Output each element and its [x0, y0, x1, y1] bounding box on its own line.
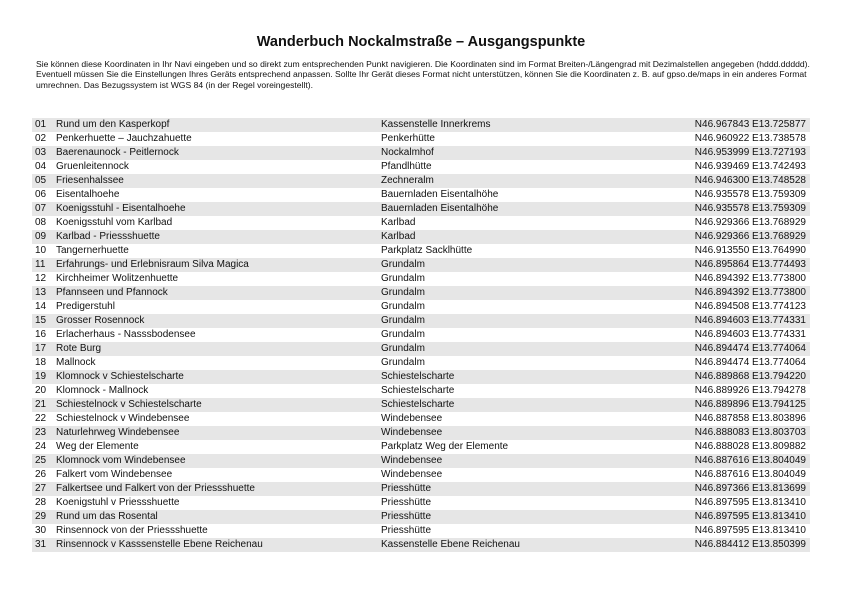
gps-coordinates: N46.894603 E13.774331 — [694, 329, 806, 340]
row-number: 07 — [35, 203, 47, 214]
table-row — [32, 538, 810, 552]
starting-point: Grundalm — [381, 259, 425, 270]
route-name: Weg der Elemente — [56, 441, 139, 452]
table-row — [32, 258, 810, 272]
gps-coordinates: N46.967843 E13.725877 — [694, 119, 806, 130]
gps-coordinates: N46.888028 E13.809882 — [694, 441, 806, 452]
route-name: Pfannseen und Pfannock — [56, 287, 168, 298]
gps-coordinates: N46.894392 E13.773800 — [694, 287, 806, 298]
route-name: Baerenaunock - Peitlernock — [56, 147, 179, 158]
starting-point: Parkplatz Weg der Elemente — [381, 441, 509, 452]
starting-point: Karlbad — [381, 231, 416, 242]
route-name: Erfahrungs- und Erlebnisraum Silva Magica — [56, 259, 249, 270]
table-row — [32, 356, 810, 370]
gps-coordinates: N46.894603 E13.774331 — [694, 315, 806, 326]
gps-coordinates: N46.888083 E13.803703 — [694, 427, 806, 438]
gps-coordinates: N46.895864 E13.774493 — [694, 259, 806, 270]
row-number: 24 — [35, 441, 47, 452]
starting-point: Priesshütte — [381, 483, 432, 494]
gps-coordinates: N46.897366 E13.813699 — [694, 483, 806, 494]
starting-point: Grundalm — [381, 315, 425, 326]
route-name: Eisentalhoehe — [56, 189, 120, 200]
starting-point: Karlbad — [381, 217, 416, 228]
gps-coordinates: N46.894474 E13.774064 — [694, 357, 806, 368]
row-number: 20 — [35, 385, 47, 396]
row-number: 05 — [35, 175, 47, 186]
route-name: Tangernerhuette — [56, 245, 129, 256]
gps-coordinates: N46.889896 E13.794125 — [694, 399, 806, 410]
route-name: Rote Burg — [56, 343, 102, 354]
row-number: 28 — [35, 497, 47, 508]
row-number: 12 — [35, 273, 47, 284]
table-row — [32, 202, 810, 216]
route-name: Karlbad - Priessshuette — [56, 231, 160, 242]
starting-point: Nockalmhof — [381, 147, 434, 158]
table-row — [32, 426, 810, 440]
document-title: Wanderbuch Nockalmstraße – Ausgangspunkte — [256, 34, 586, 50]
row-number: 16 — [35, 329, 47, 340]
row-number: 29 — [35, 511, 47, 522]
gps-coordinates: N46.884412 E13.850399 — [694, 539, 806, 550]
starting-point: Grundalm — [381, 287, 425, 298]
route-name: Erlacherhaus - Nasssbodensee — [56, 329, 196, 340]
starting-point: Grundalm — [381, 273, 425, 284]
row-number: 14 — [35, 301, 47, 312]
row-number: 30 — [35, 525, 47, 536]
gps-coordinates: N46.889926 E13.794278 — [694, 385, 806, 396]
gps-coordinates: N46.946300 E13.748528 — [694, 175, 806, 186]
table-row — [32, 146, 810, 160]
starting-point: Windebensee — [381, 469, 443, 480]
row-number: 31 — [35, 539, 47, 550]
starting-point: Pfandlhütte — [381, 161, 432, 172]
starting-point: Grundalm — [381, 301, 425, 312]
gps-coordinates: N46.939469 E13.742493 — [694, 161, 806, 172]
route-name: Grosser Rosennock — [56, 315, 145, 326]
table-row — [32, 384, 810, 398]
route-name: Falkert vom Windebensee — [56, 469, 173, 480]
route-name: Rund um das Rosental — [56, 511, 158, 522]
table-row — [32, 496, 810, 510]
table-row — [32, 174, 810, 188]
row-number: 21 — [35, 399, 47, 410]
route-name: Klomnock vom Windebensee — [56, 455, 186, 466]
intro-text — [36, 59, 811, 90]
row-number: 06 — [35, 189, 47, 200]
starting-point: Penkerhütte — [381, 133, 435, 144]
route-name: Schiestelnock v Schiestelscharte — [56, 399, 202, 410]
table-row — [32, 118, 810, 132]
table-row — [32, 398, 810, 412]
starting-point: Parkplatz Sacklhütte — [381, 245, 473, 256]
route-name: Friesenhalssee — [56, 175, 124, 186]
table-row — [32, 440, 810, 454]
gps-coordinates: N46.897595 E13.813410 — [694, 525, 806, 536]
intro-paragraph: Sie können diese Koordinaten in Ihr Navi eingeben und so direkt zum entsprechenden Punkt navigieren. Die Koordinaten sind im Format Breiten-/Längengrad mit Dezimalstellen angegeben (hddd.ddddd). — [36, 59, 810, 69]
table-row — [32, 524, 810, 538]
starting-point: Grundalm — [381, 343, 425, 354]
route-name: Naturlehrweg Windebensee — [56, 427, 180, 438]
table-row — [32, 160, 810, 174]
route-name: Predigerstuhl — [56, 301, 115, 312]
route-name: Penkerhuette – Jauchzahuette — [56, 133, 192, 144]
gps-coordinates: N46.894508 E13.774123 — [694, 301, 806, 312]
starting-point: Priesshütte — [381, 511, 432, 522]
row-number: 13 — [35, 287, 47, 298]
route-name: Rinsennock v Kasssenstelle Ebene Reichenau — [56, 539, 263, 550]
gps-coordinates: N46.887858 E13.803896 — [694, 413, 806, 424]
row-number: 10 — [35, 245, 47, 256]
starting-point: Grundalm — [381, 357, 425, 368]
row-number: 02 — [35, 133, 47, 144]
table-row — [32, 300, 810, 314]
table-row — [32, 370, 810, 384]
gps-coordinates: N46.889868 E13.794220 — [694, 371, 806, 382]
route-name: Koenigsstuhl - Eisentalhoehe — [56, 203, 186, 214]
route-name: Kirchheimer Wolitzenhuette — [56, 273, 179, 284]
gps-coordinates: N46.960922 E13.738578 — [694, 133, 806, 144]
starting-point: Windebensee — [381, 413, 443, 424]
route-name: Klomnock - Mallnock — [56, 385, 149, 396]
row-number: 09 — [35, 231, 47, 242]
table-row — [32, 412, 810, 426]
route-name: Rund um den Kasperkopf — [56, 119, 170, 130]
gps-coordinates: N46.887616 E13.804049 — [694, 455, 806, 466]
starting-point: Schiestelscharte — [381, 371, 455, 382]
gps-coordinates: N46.913550 E13.764990 — [694, 245, 806, 256]
row-number: 15 — [35, 315, 47, 326]
gps-coordinates: N46.897595 E13.813410 — [694, 497, 806, 508]
gps-coordinates: N46.897595 E13.813410 — [694, 511, 806, 522]
table-row — [32, 244, 810, 258]
table-row — [32, 468, 810, 482]
starting-point: Schiestelscharte — [381, 385, 455, 396]
table-row — [32, 272, 810, 286]
table-row — [32, 188, 810, 202]
gps-coordinates: N46.935578 E13.759309 — [694, 189, 806, 200]
table-row — [32, 314, 810, 328]
table-row — [32, 216, 810, 230]
route-name: Koenigstuhl v Priessshuette — [56, 497, 180, 508]
gps-coordinates: N46.929366 E13.768929 — [694, 231, 806, 242]
starting-point: Zechneralm — [381, 175, 434, 186]
row-number: 19 — [35, 371, 47, 382]
table-row — [32, 230, 810, 244]
starting-point: Bauernladen Eisentalhöhe — [381, 203, 499, 214]
route-name: Koenigsstuhl vom Karlbad — [56, 217, 173, 228]
route-name: Mallnock — [56, 357, 96, 368]
table-row — [32, 328, 810, 342]
starting-point: Windebensee — [381, 455, 443, 466]
table-row — [32, 510, 810, 524]
row-number: 27 — [35, 483, 47, 494]
row-number: 26 — [35, 469, 47, 480]
table-row — [32, 482, 810, 496]
row-number: 25 — [35, 455, 47, 466]
row-number: 17 — [35, 343, 47, 354]
row-number: 11 — [35, 259, 46, 270]
starting-point: Priesshütte — [381, 497, 432, 508]
starting-point: Schiestelscharte — [381, 399, 455, 410]
route-name: Falkertsee und Falkert von der Priessshuette — [56, 483, 255, 494]
starting-point: Windebensee — [381, 427, 443, 438]
row-number: 04 — [35, 161, 47, 172]
table-row — [32, 342, 810, 356]
starting-point: Bauernladen Eisentalhöhe — [381, 189, 499, 200]
table-row — [32, 132, 810, 146]
gps-coordinates: N46.953999 E13.727193 — [694, 147, 806, 158]
row-number: 03 — [35, 147, 47, 158]
gps-coordinates: N46.929366 E13.768929 — [694, 217, 806, 228]
table-row — [32, 286, 810, 300]
row-number: 23 — [35, 427, 47, 438]
starting-point: Grundalm — [381, 329, 425, 340]
gps-coordinates: N46.894392 E13.773800 — [694, 273, 806, 284]
starting-point: Priesshütte — [381, 525, 432, 536]
route-name: Rinsennock von der Priessshuette — [56, 525, 208, 536]
gps-coordinates: N46.935578 E13.759309 — [694, 203, 806, 214]
gps-coordinates: N46.887616 E13.804049 — [694, 469, 806, 480]
starting-point: Kassenstelle Ebene Reichenau — [381, 539, 520, 550]
row-number: 22 — [35, 413, 47, 424]
table-row — [32, 454, 810, 468]
starting-point: Kassenstelle Innerkrems — [381, 119, 491, 130]
route-name: Schiestelnock v Windebensee — [56, 413, 190, 424]
row-number: 18 — [35, 357, 47, 368]
row-number: 01 — [35, 119, 47, 130]
route-name: Klomnock v Schiestelscharte — [56, 371, 184, 382]
route-name: Gruenleitennock — [56, 161, 129, 172]
starting-points-table — [32, 118, 810, 552]
row-number: 08 — [35, 217, 47, 228]
gps-coordinates: N46.894474 E13.774064 — [694, 343, 806, 354]
intro-paragraph: Eventuell müssen Sie die Einstellungen Ihres Geräts entsprechend anpassen. Sollte Ihr Gerät dieses Format nicht unterstützen, können Sie die Koordinaten z. B. auf gpso.de/maps in ein anderes Format umrechnen. Das Bezugssystem ist WGS 84 (in der Regel voreingestellt). — [36, 69, 807, 90]
